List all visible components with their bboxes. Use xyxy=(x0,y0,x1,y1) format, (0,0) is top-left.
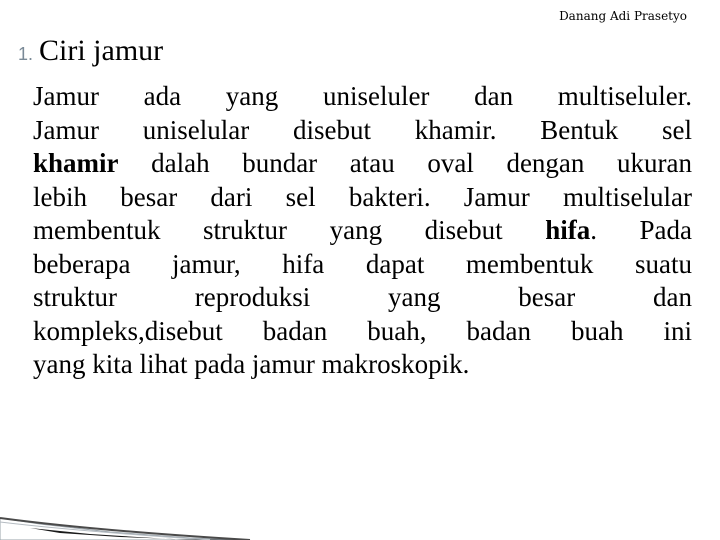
paragraph-text: . Pada xyxy=(590,215,692,245)
heading-title: Ciri jamur xyxy=(39,34,164,67)
decorative-swoosh xyxy=(0,460,720,540)
paragraph-line: yang kita lihat pada jamur makroskopik. xyxy=(33,349,470,379)
bold-term-khamir: khamir xyxy=(33,148,119,178)
body-paragraph xyxy=(33,80,692,382)
author-name: Danang Adi Prasetyo xyxy=(559,9,687,23)
paragraph-text: membentuk struktur yang disebut xyxy=(33,215,546,245)
paragraph-line xyxy=(33,147,692,181)
paragraph-line: Jamur ada yang uniseluler dan multiseluler. xyxy=(33,81,692,111)
paragraph-line: kompleks,disebut badan buah, badan buah ini xyxy=(33,315,692,346)
heading-number: 1. xyxy=(18,44,34,64)
paragraph-line: beberapa jamur, hifa dapat membentuk suatu xyxy=(33,248,692,279)
bold-term-hifa: hifa xyxy=(545,215,591,245)
paragraph-line: struktur reproduksi yang besar dan xyxy=(33,282,692,312)
paragraph-text: dalah bundar atau oval dengan ukuran xyxy=(118,148,692,178)
paragraph-line: lebih besar dari sel bakteri. Jamur multiselular xyxy=(33,181,692,212)
paragraph-line: Jamur uniselular disebut khamir. Bentuk sel xyxy=(33,114,692,145)
paragraph-line xyxy=(33,214,692,248)
section-heading xyxy=(18,36,163,66)
